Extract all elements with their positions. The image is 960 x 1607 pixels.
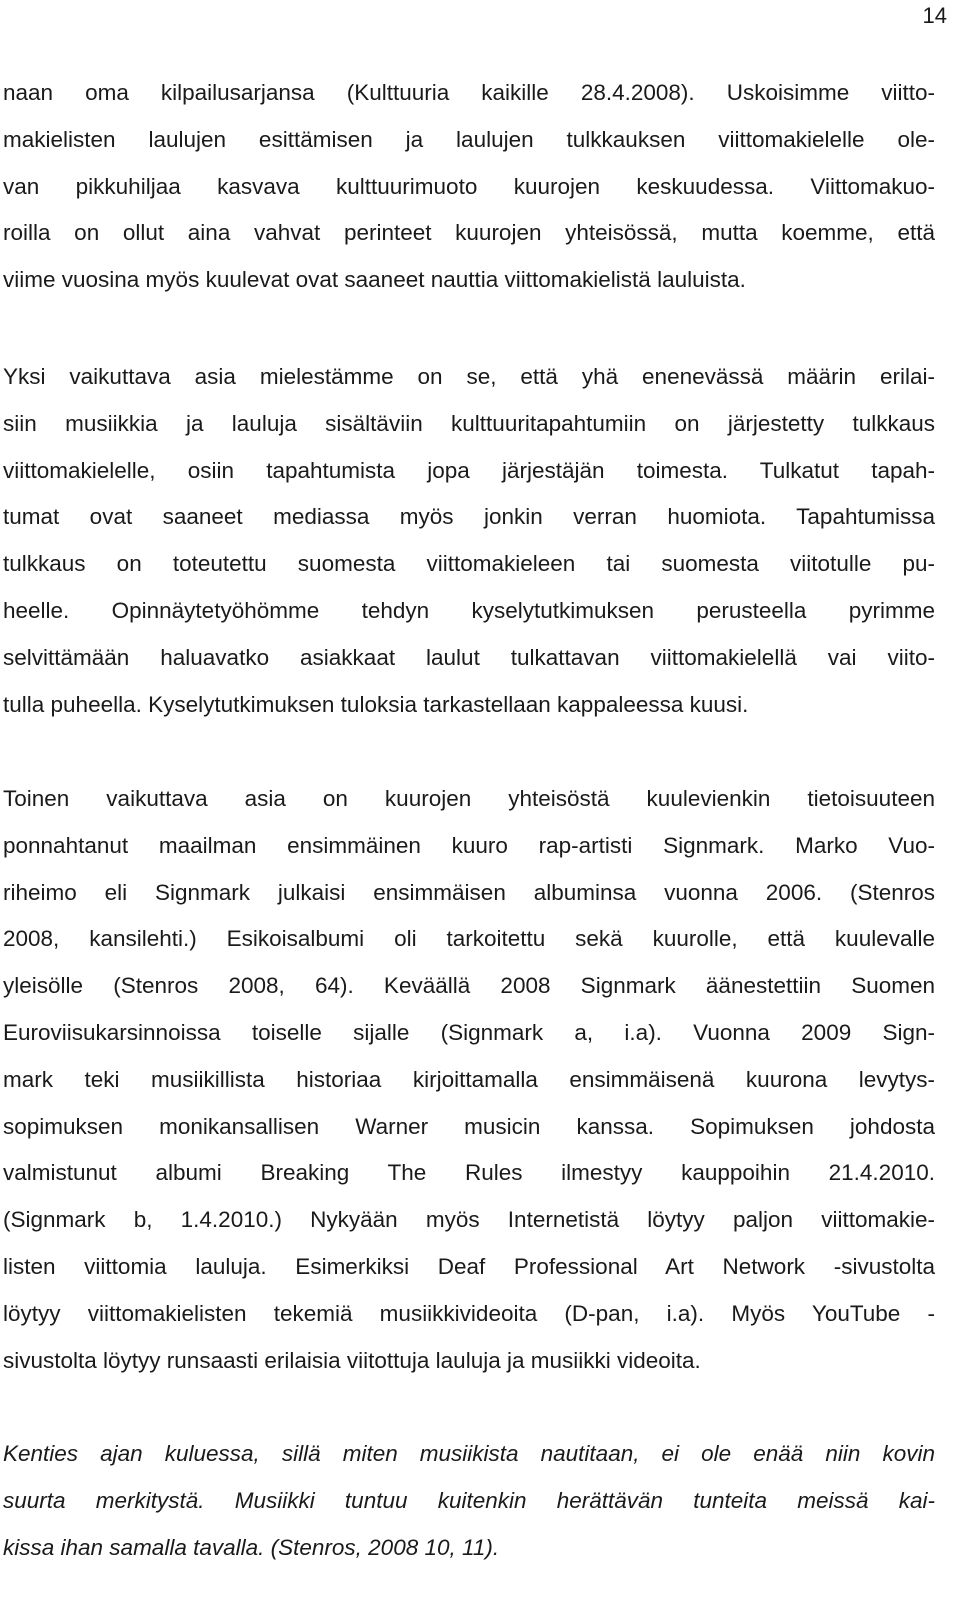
text-line: (Signmark b, 1.4.2010.) Nykyään myös Internetistä löytyy paljon viittomakie- (3, 1207, 935, 1233)
text-line: listen viittomia lauluja. Esimerkiksi Deaf Professional Art Network -sivustolta (3, 1253, 935, 1279)
text-line: heelle. Opinnäytetyöhömme tehdyn kyselytutkimuksen perusteella pyrimme (3, 597, 935, 623)
text-line: kissa ihan samalla tavalla. (Stenros, 2008 10, 11). (3, 1534, 500, 1560)
paragraph-2 (3, 354, 935, 728)
page-number: 14 (922, 3, 947, 28)
text-line: tulkkaus on toteutettu suomesta viittomakieleen tai suomesta viitotulle pu- (3, 551, 935, 577)
paragraph-4-quote (3, 1431, 935, 1571)
paragraph-1 (3, 70, 935, 304)
text-line: sivustolta löytyy runsaasti erilaisia viitottuja lauluja ja musiikki videoita. (3, 1347, 701, 1373)
text-line: tulla puheella. Kyselytutkimuksen tuloksia tarkastellaan kappaleessa kuusi. (3, 691, 749, 717)
text-line: naan oma kilpailusarjansa (Kulttuuria kaikille 28.4.2008). Uskoisimme viitto- (3, 80, 935, 105)
text-line: suurta merkitystä. Musiikki tuntuu kuitenkin herättävän tunteita meissä kai- (3, 1487, 935, 1513)
text-line: makielisten laulujen esittämisen ja laulujen tulkkauksen viittomakielelle ole- (3, 126, 935, 152)
paragraph-3 (3, 776, 935, 1384)
text-line: tumat ovat saaneet mediassa myös jonkin verran huomiota. Tapahtumissa (3, 504, 935, 530)
text-line: selvittämään haluavatko asiakkaat laulut tulkattavan viittomakielellä vai viito- (3, 644, 935, 670)
text-line: roilla on ollut aina vahvat perinteet kuurojen yhteisössä, mutta koemme, että (3, 220, 935, 246)
text-line: van pikkuhiljaa kasvava kulttuurimuoto kuurojen keskuudessa. Viittomakuo- (3, 173, 935, 199)
text-line: löytyy viittomakielisten tekemiä musiikkivideoita (D-pan, i.a). Myös YouTube - (3, 1300, 935, 1326)
text-line: viittomakielelle, osiin tapahtumista jopa järjestäjän toimesta. Tulkatut tapah- (3, 457, 935, 483)
text-line: 2008, kansilehti.) Esikoisalbumi oli tarkoitettu sekä kuurolle, että kuulevalle (3, 926, 935, 952)
text-line: Euroviisukarsinnoissa toiselle sijalle (Signmark a, i.a). Vuonna 2009 Sign- (3, 1019, 935, 1045)
text-line: yleisölle (Stenros 2008, 64). Keväällä 2008 Signmark äänestettiin Suomen (3, 973, 935, 999)
text-line: mark teki musiikillista historiaa kirjoittamalla ensimmäisenä kuurona levytys- (3, 1066, 935, 1092)
text-line: ponnahtanut maailman ensimmäinen kuuro rap-artisti Signmark. Marko Vuo- (3, 832, 935, 858)
text-line: Toinen vaikuttava asia on kuurojen yhteisöstä kuulevienkin tietoisuuteen (3, 786, 935, 811)
text-line: siin musiikkia ja lauluja sisältäviin kulttuuritapahtumiin on järjestetty tulkkaus (3, 410, 935, 436)
text-line: riheimo eli Signmark julkaisi ensimmäisen albuminsa vuonna 2006. (Stenros (3, 879, 935, 905)
text-line: valmistunut albumi Breaking The Rules ilmestyy kauppoihin 21.4.2010. (3, 1160, 935, 1186)
text-line: Kenties ajan kuluessa, sillä miten musiikista nautitaan, ei ole enää niin kovin (3, 1441, 935, 1466)
text-line: viime vuosina myös kuulevat ovat saaneet nauttia viittomakielistä lauluista. (3, 267, 746, 293)
text-line: sopimuksen monikansallisen Warner musicin kanssa. Sopimuksen johdosta (3, 1113, 935, 1139)
text-line: Yksi vaikuttava asia mielestämme on se, että yhä enenevässä määrin erilai- (3, 364, 935, 389)
